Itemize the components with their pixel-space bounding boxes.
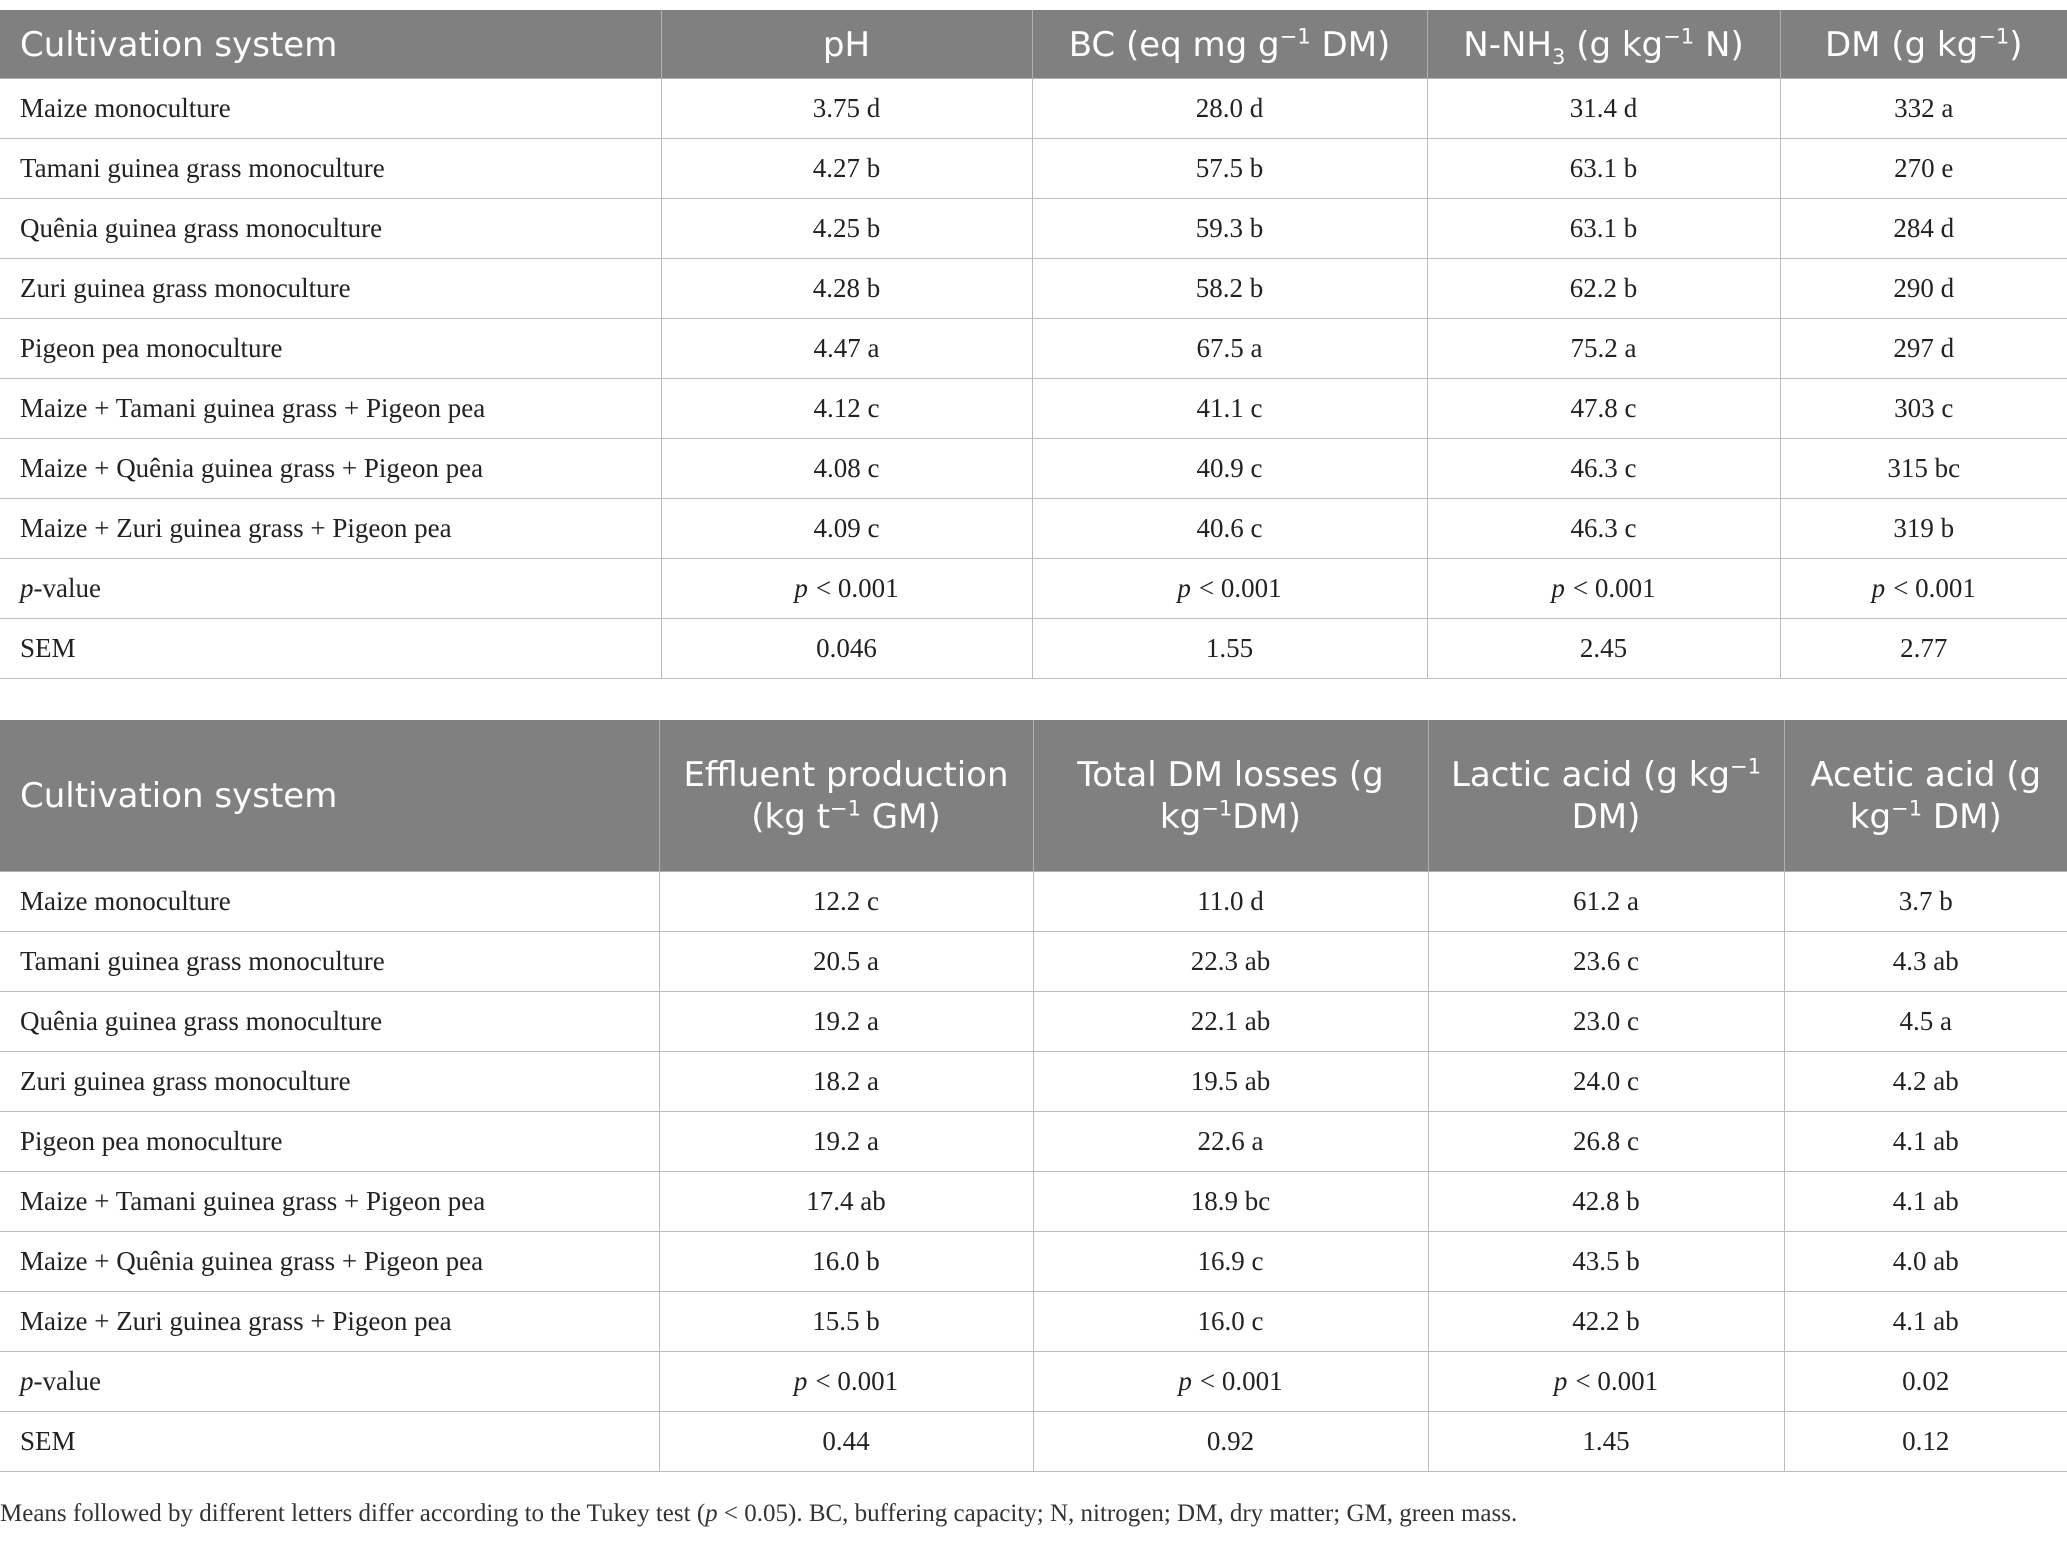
table1-header-row <box>0 11 2067 79</box>
silage-characteristics-table <box>0 10 2067 679</box>
table-row <box>0 499 2067 559</box>
table-row <box>0 139 2067 199</box>
acetic-cell: 4.1 ab <box>1784 1172 2067 1232</box>
table-row <box>0 1052 2067 1112</box>
lactic-cell: 23.0 c <box>1428 992 1784 1052</box>
effluent-cell: 18.2 a <box>659 1052 1033 1112</box>
dm-cell: 284 d <box>1780 199 2067 259</box>
cultivation-system-cell: Pigeon pea monoculture <box>0 1112 659 1172</box>
losses-cell: 22.3 ab <box>1033 932 1428 992</box>
nnh3-sem: 2.45 <box>1427 619 1780 679</box>
table-row <box>0 1172 2067 1232</box>
effluent-cell: 20.5 a <box>659 932 1033 992</box>
nnh3-cell: 47.8 c <box>1427 379 1780 439</box>
dm-cell: 315 bc <box>1780 439 2067 499</box>
header-cultivation-system: Cultivation system <box>0 721 659 872</box>
bc-cell: 40.9 c <box>1032 439 1427 499</box>
header-dm: DM (g $kg^{-1}$) <box>1780 11 2067 79</box>
acetic-p-value: 0.02 <box>1784 1352 2067 1412</box>
losses-cell: 22.6 a <box>1033 1112 1428 1172</box>
header-acetic-acid: Acetic acid (g $kg^{-1}$ DM) <box>1784 721 2067 872</box>
p-value-label: p-value <box>0 559 661 619</box>
nnh3-cell: 31.4 d <box>1427 79 1780 139</box>
sem-row <box>0 1412 2067 1472</box>
acetic-cell: 3.7 b <box>1784 872 2067 932</box>
table-footnote: Means followed by different letters differ according to the Tukey test (p < 0.05). BC, buffering capacity; N, nitrogen; DM, dry matter; GM, green mass. <box>0 1500 1518 1527</box>
acetic-cell: 4.5 a <box>1784 992 2067 1052</box>
dm-cell: 270 e <box>1780 139 2067 199</box>
header-bc: BC (eq mg $g^{-1}$ DM) <box>1032 11 1427 79</box>
losses-cell: 18.9 bc <box>1033 1172 1428 1232</box>
lactic-cell: 23.6 c <box>1428 932 1784 992</box>
ph-cell: 4.27 b <box>661 139 1032 199</box>
effluent-cell: 19.2 a <box>659 992 1033 1052</box>
losses-cell: 16.0 c <box>1033 1292 1428 1352</box>
bc-cell: 57.5 b <box>1032 139 1427 199</box>
bc-cell: 58.2 b <box>1032 259 1427 319</box>
header-total-dm-losses: Total DM losses (g $kg^{-1}DM$) <box>1033 721 1428 872</box>
sem-label: SEM <box>0 1412 659 1472</box>
table-row <box>0 1112 2067 1172</box>
losses-cell: 11.0 d <box>1033 872 1428 932</box>
cultivation-system-cell: Tamani guinea grass monoculture <box>0 932 659 992</box>
p-value-row <box>0 559 2067 619</box>
cultivation-system-cell: Pigeon pea monoculture <box>0 319 661 379</box>
cultivation-system-cell: Tamani guinea grass monoculture <box>0 139 661 199</box>
sem-label: SEM <box>0 619 661 679</box>
dm-p-value: p < 0.001 <box>1780 559 2067 619</box>
lactic-cell: 26.8 c <box>1428 1112 1784 1172</box>
acetic-sem: 0.12 <box>1784 1412 2067 1472</box>
effluent-p-value: p < 0.001 <box>659 1352 1033 1412</box>
acetic-cell: 4.1 ab <box>1784 1112 2067 1172</box>
acetic-cell: 4.3 ab <box>1784 932 2067 992</box>
lactic-cell: 61.2 a <box>1428 872 1784 932</box>
dm-cell: 319 b <box>1780 499 2067 559</box>
header-lactic-acid: Lactic acid (g $kg^{-1}$ DM) <box>1428 721 1784 872</box>
ph-cell: 4.25 b <box>661 199 1032 259</box>
ph-cell: 4.28 b <box>661 259 1032 319</box>
header-cultivation-system: Cultivation system <box>0 11 661 79</box>
dm-cell: 290 d <box>1780 259 2067 319</box>
effluent-cell: 15.5 b <box>659 1292 1033 1352</box>
nnh3-cell: 63.1 b <box>1427 139 1780 199</box>
table-row <box>0 872 2067 932</box>
cultivation-system-cell: Zuri guinea grass monoculture <box>0 1052 659 1112</box>
ph-cell: 4.12 c <box>661 379 1032 439</box>
ph-cell: 4.09 c <box>661 499 1032 559</box>
effluent-cell: 17.4 ab <box>659 1172 1033 1232</box>
losses-cell: 16.9 c <box>1033 1232 1428 1292</box>
bc-cell: 40.6 c <box>1032 499 1427 559</box>
lactic-cell: 42.8 b <box>1428 1172 1784 1232</box>
bc-p-value: p < 0.001 <box>1032 559 1427 619</box>
cultivation-system-cell: Maize + Zuri guinea grass + Pigeon pea <box>0 499 661 559</box>
p-value-row <box>0 1352 2067 1412</box>
losses-cell: 19.5 ab <box>1033 1052 1428 1112</box>
table-row <box>0 379 2067 439</box>
acetic-cell: 4.0 ab <box>1784 1232 2067 1292</box>
losses-sem: 0.92 <box>1033 1412 1428 1472</box>
bc-cell: 59.3 b <box>1032 199 1427 259</box>
dm-cell: 332 a <box>1780 79 2067 139</box>
table-row <box>0 1232 2067 1292</box>
table-row <box>0 992 2067 1052</box>
table-row <box>0 932 2067 992</box>
dm-sem: 2.77 <box>1780 619 2067 679</box>
nnh3-p-value: p < 0.001 <box>1427 559 1780 619</box>
cultivation-system-cell: Maize + Quênia guinea grass + Pigeon pea <box>0 1232 659 1292</box>
table-row <box>0 319 2067 379</box>
acetic-cell: 4.2 ab <box>1784 1052 2067 1112</box>
cultivation-system-cell: Maize monoculture <box>0 872 659 932</box>
cultivation-system-cell: Maize + Quênia guinea grass + Pigeon pea <box>0 439 661 499</box>
cultivation-system-cell: Quênia guinea grass monoculture <box>0 199 661 259</box>
fermentation-losses-table <box>0 720 2067 1472</box>
bc-cell: 67.5 a <box>1032 319 1427 379</box>
nnh3-cell: 75.2 a <box>1427 319 1780 379</box>
table-row <box>0 1292 2067 1352</box>
ph-cell: 4.47 a <box>661 319 1032 379</box>
table-row <box>0 259 2067 319</box>
ph-sem: 0.046 <box>661 619 1032 679</box>
ph-cell: 3.75 d <box>661 79 1032 139</box>
cultivation-system-cell: Maize monoculture <box>0 79 661 139</box>
lactic-cell: 24.0 c <box>1428 1052 1784 1112</box>
table-row <box>0 439 2067 499</box>
bc-cell: 28.0 d <box>1032 79 1427 139</box>
sem-row <box>0 619 2067 679</box>
acetic-cell: 4.1 ab <box>1784 1292 2067 1352</box>
ph-p-value: p < 0.001 <box>661 559 1032 619</box>
header-effluent-production: Effluent production (kg $t^{-1}$ GM) <box>659 721 1033 872</box>
nnh3-cell: 63.1 b <box>1427 199 1780 259</box>
effluent-sem: 0.44 <box>659 1412 1033 1472</box>
header-ph: pH <box>661 11 1032 79</box>
table2-header-row <box>0 721 2067 872</box>
table1-body <box>0 79 2067 679</box>
table-row <box>0 199 2067 259</box>
cultivation-system-cell: Zuri guinea grass monoculture <box>0 259 661 319</box>
lactic-sem: 1.45 <box>1428 1412 1784 1472</box>
cultivation-system-cell: Maize + Tamani guinea grass + Pigeon pea <box>0 1172 659 1232</box>
cultivation-system-cell: Quênia guinea grass monoculture <box>0 992 659 1052</box>
dm-cell: 297 d <box>1780 319 2067 379</box>
p-value-label: p-value <box>0 1352 659 1412</box>
nnh3-cell: 46.3 c <box>1427 499 1780 559</box>
losses-cell: 22.1 ab <box>1033 992 1428 1052</box>
table-row <box>0 79 2067 139</box>
nnh3-cell: 46.3 c <box>1427 439 1780 499</box>
cultivation-system-cell: Maize + Zuri guinea grass + Pigeon pea <box>0 1292 659 1352</box>
dm-cell: 303 c <box>1780 379 2067 439</box>
bc-sem: 1.55 <box>1032 619 1427 679</box>
lactic-cell: 43.5 b <box>1428 1232 1784 1292</box>
cultivation-system-cell: Maize + Tamani guinea grass + Pigeon pea <box>0 379 661 439</box>
effluent-cell: 19.2 a <box>659 1112 1033 1172</box>
effluent-cell: 12.2 c <box>659 872 1033 932</box>
header-n-nh3: $N-NH_3$ (g $kg^{-1}$ N) <box>1427 11 1780 79</box>
ph-cell: 4.08 c <box>661 439 1032 499</box>
lactic-cell: 42.2 b <box>1428 1292 1784 1352</box>
table2-body <box>0 872 2067 1472</box>
nnh3-cell: 62.2 b <box>1427 259 1780 319</box>
lactic-p-value: p < 0.001 <box>1428 1352 1784 1412</box>
bc-cell: 41.1 c <box>1032 379 1427 439</box>
effluent-cell: 16.0 b <box>659 1232 1033 1292</box>
losses-p-value: p < 0.001 <box>1033 1352 1428 1412</box>
